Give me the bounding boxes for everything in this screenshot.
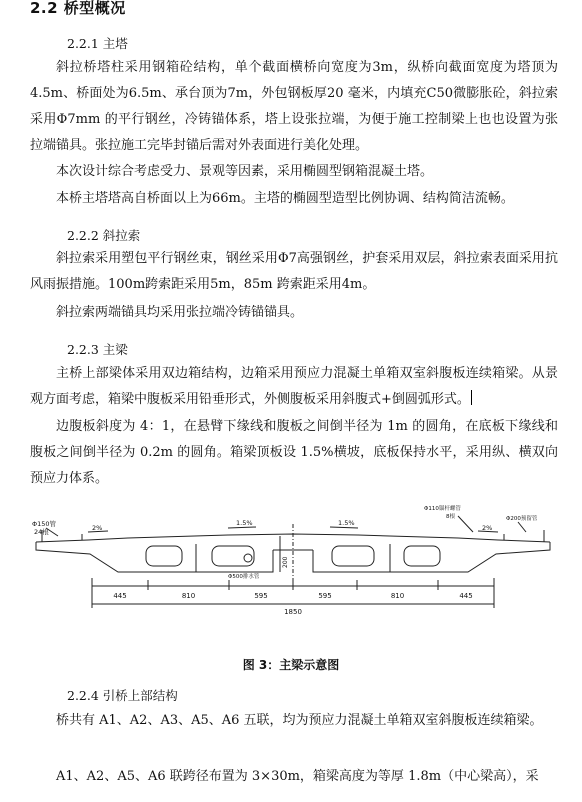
girder-cross-section-figure bbox=[28, 494, 558, 636]
paragraph-girder-structure: 主桥上部梁体采用双边箱结构，边箱采用预应力混凝土单箱双室斜腹板连续箱梁。从景观方面考虑，箱梁中腹板采用铅垂形式，外侧腹板采用斜腹式+倒圆弧形式。 bbox=[30, 366, 558, 407]
paragraph-tower-design: 本次设计综合考虑受力、景观等因素，采用椭圆型钢箱混凝土塔。 bbox=[56, 164, 434, 179]
section-heading: 2.2 桥型概况 bbox=[30, 0, 126, 17]
paragraph-cables-spec: 斜拉索采用塑包平行钢丝束，钢丝采用Φ7高强钢丝，护套采用双层，斜拉索表面采用抗风雨振措施。100m跨索距采用5m，85m 跨索距采用4m。 bbox=[30, 251, 558, 292]
subsection-heading-tower: 2.2.1 主塔 bbox=[67, 36, 128, 51]
box-cell bbox=[332, 546, 374, 566]
label-slope-left: 2% bbox=[92, 524, 103, 532]
paragraph-approach-spans: A1、A2、A5、A6 联跨径布置为 3×30m，箱梁高度为等厚 1.8m（中心梁高），采 bbox=[56, 769, 539, 784]
label-right-pipe-200: Φ200预留管 bbox=[506, 516, 538, 522]
paragraph-approach-units: 桥共有 A1、A2、A3、A5、A6 五联，均为预应力混凝土单箱双室斜腹板连续箱梁。 bbox=[56, 713, 543, 728]
label-segment-dimension: 595 bbox=[254, 592, 268, 600]
label-slope-mid-left: 1.5% bbox=[236, 519, 253, 527]
label-right-pipe-110: Φ110锚杆螺管 bbox=[424, 506, 461, 512]
label-left-pipe: Φ150管 bbox=[32, 520, 57, 528]
box-cell bbox=[146, 546, 182, 566]
figure-caption: 图 3：主梁示意图 bbox=[242, 658, 340, 672]
paragraph-tower-height: 本桥主塔塔高自桥面以上为66m。主塔的椭圆型造型比例协调、结构简洁流畅。 bbox=[56, 191, 514, 206]
label-left-pipe-count: 24根 bbox=[34, 528, 49, 536]
text-cursor bbox=[471, 390, 473, 405]
label-slope-mid-right: 1.5% bbox=[338, 519, 355, 527]
label-segment-dimension: 810 bbox=[390, 592, 405, 600]
paragraph-girder-webs: 边腹板斜度为 4：1，在悬臂下缘线和腹板之间倒半径为 1m 的圆角，在底板下缘线和腹板之间倒半径为 0.2m 的圆角。箱梁顶板设 1.5%横坡，底板保持水平，采用纵、横双向预应力体系。 bbox=[30, 419, 558, 486]
label-segment-dimension: 445 bbox=[459, 592, 473, 600]
paragraph-tower-structure: 斜拉桥塔柱采用钢箱砼结构，单个截面横桥向宽度为3m，纵桥向截面宽度为塔顶为4.5m、桥面处为6.5m、承台顶为7m，外包钢板厚20 毫米，内填充C50微膨胀砼，斜拉索采用Φ7mm 的平行钢丝，冷铸锚体系，塔上设张拉端，为便于施工控制梁上也也设置为张拉端锚具。张拉施工完毕封锚后需对外表面进行美化处理。 bbox=[30, 60, 558, 153]
label-girder-height: 200 bbox=[282, 556, 289, 568]
label-right-pipe-110-count: 8根 bbox=[446, 514, 455, 520]
label-total-width: 1850 bbox=[284, 608, 302, 616]
subsection-heading-cables: 2.2.2 斜拉索 bbox=[67, 228, 141, 243]
girder-cross-section-drawing bbox=[28, 494, 558, 636]
subsection-heading-approach: 2.2.4 引桥上部结构 bbox=[67, 688, 178, 703]
box-cell bbox=[212, 546, 254, 566]
label-segment-dimension: 445 bbox=[113, 592, 127, 600]
label-segment-dimension: 595 bbox=[318, 592, 332, 600]
label-segment-dimension: 810 bbox=[181, 592, 196, 600]
box-cell bbox=[404, 546, 440, 566]
drain-pipe bbox=[244, 554, 252, 562]
segment-dimensions bbox=[113, 592, 472, 600]
label-slope-right: 2% bbox=[482, 524, 493, 532]
label-drain-pipe: Φ500排水管 bbox=[228, 574, 260, 580]
paragraph-cables-anchor: 斜拉索两端锚具均采用张拉端冷铸锚锚具。 bbox=[56, 305, 304, 320]
subsection-heading-girder: 2.2.3 主梁 bbox=[67, 342, 128, 357]
